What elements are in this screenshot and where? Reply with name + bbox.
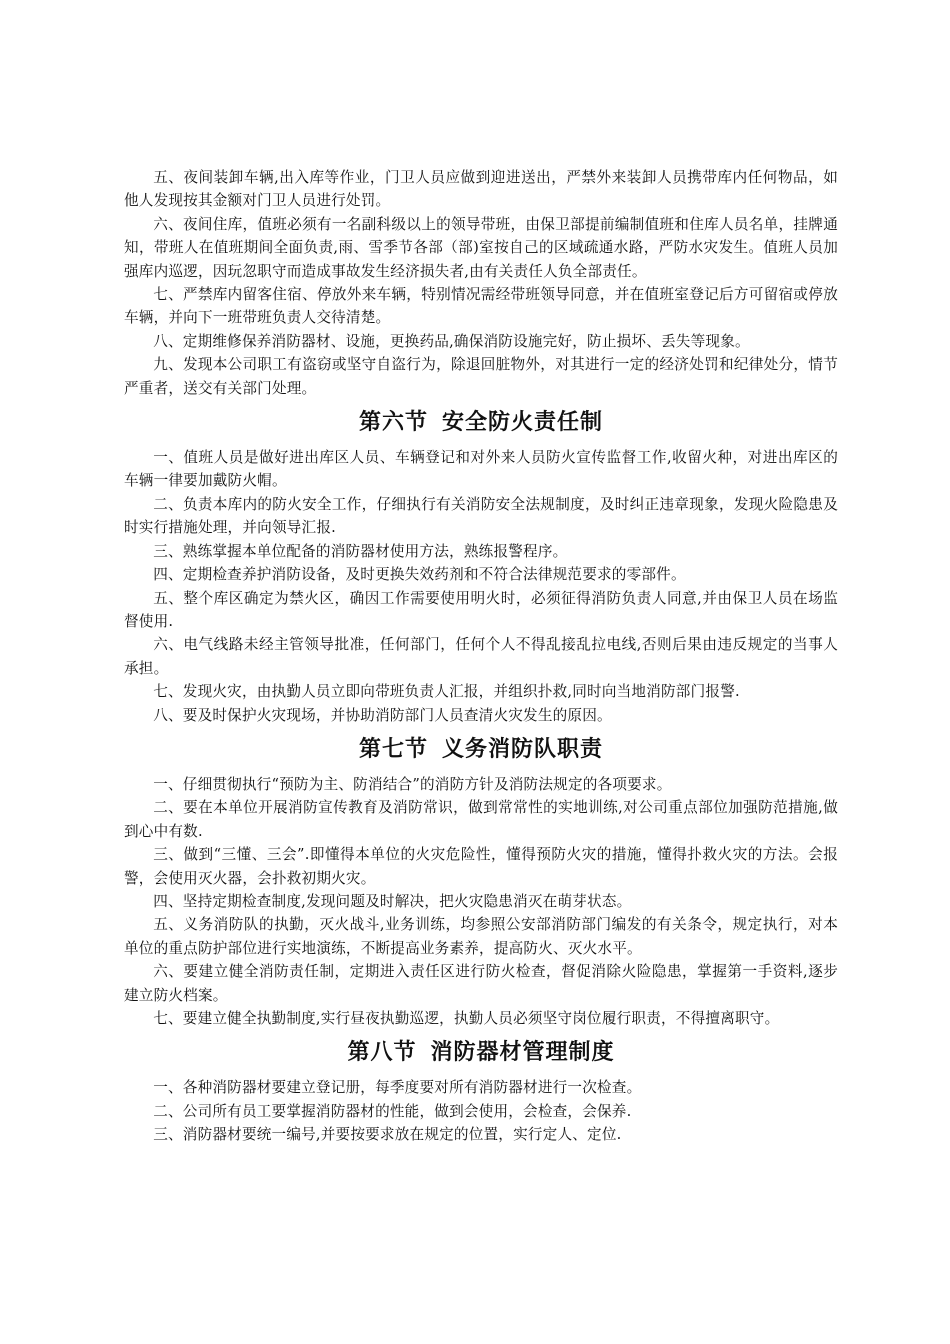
paragraph: 五、义务消防队的执勤，灭火战斗,业务训练，均参照公安部消防部门编发的有关条令，规定执行，对本单位的重点防护部位进行实地演练，不断提高业务素养，提高防火、灭火水平。	[124, 916, 838, 957]
paragraph: 八、要及时保护火灾现场，并协助消防部门人员查清火灾发生的原因。	[153, 706, 612, 724]
paragraph: 三、熟练掌握本单位配备的消防器材使用方法，熟练报警程序。	[153, 542, 568, 560]
section-heading	[124, 400, 838, 446]
paragraph: 七、发现火灾，由执勤人员立即向带班负责人汇报，并组织扑救,同时向当地消防部门报警.	[153, 683, 740, 701]
paragraph: 四、坚持定期检查制度,发现问题及时解决，把火灾隐患消灭在萌芽状态。	[153, 892, 632, 910]
paragraph: 五、整个库区确定为禁火区，确因工作需要使用明火时，必须征得消防负责人同意,并由保卫人员在场监督使用.	[124, 589, 838, 630]
paragraph: 六、夜间住库，值班必须有一名副科级以上的领导带班，由保卫部提前编制值班和住库人员名单，挂牌通知，带班人在值班期间全面负责,雨、雪季节各部（部)室按自己的区域疏通水路，严防水灾发生。值班人员加强库内巡逻，因玩忽职守而造成事故发生经济损失者,由有关责任人负全部责任。	[124, 215, 838, 280]
section-7	[124, 727, 838, 1030]
paragraph: 六、电气线路未经主管领导批准，任何部门，任何个人不得乱接乱拉电线,否则后果由违反规定的当事人承担。	[124, 636, 838, 677]
section-number: 第七节	[358, 736, 428, 762]
section-number: 第八节	[347, 1040, 417, 1066]
paragraph: 八、定期维修保养消防器材、设施，更换药品,确保消防设施完好，防止损坏、丢失等现象。	[153, 332, 750, 350]
section-title: 安全防火责任制	[442, 410, 604, 436]
paragraph: 三、消防器材要统一编号,并要按要求放在规定的位置，实行定人、定位.	[153, 1126, 622, 1144]
paragraph: 七、严禁库内留客住宿、停放外来车辆，特别情况需经带班领导同意，并在值班室登记后方可留宿或停放车辆，并向下一班带班负责人交待清楚。	[124, 286, 838, 327]
section-title: 消防器材管理制度	[430, 1040, 615, 1066]
paragraph: 二、负责本库内的防火安全工作，仔细执行有关消防安全法规制度，及时纠正违章现象，发现火险隐患及时实行措施处理，并向领导汇报.	[124, 495, 838, 537]
paragraph: 四、定期检查养护消防设备，及时更换失效药剂和不符合法律规范要求的零部件。	[153, 566, 686, 584]
paragraph: 一、各种消防器材要建立登记册，每季度要对所有消防器材进行一次检查。	[153, 1079, 642, 1097]
intro-section	[124, 166, 838, 400]
paragraph: 七、要建立健全执勤制度,实行昼夜执勤巡逻，执勤人员必须坚守岗位履行职责，不得擅离职守。	[153, 1010, 780, 1027]
paragraph: 六、要建立健全消防责任制，定期进入责任区进行防火检查，督促消除火险隐患，掌握第一手资料,逐步建立防火档案。	[124, 963, 838, 1004]
paragraph: 一、仔细贯彻执行“预防为主、防消结合”的消防方针及消防法规定的各项要求。	[153, 775, 672, 793]
paragraph: 二、公司所有员工要掌握消防器材的性能，做到会使用，会检查，会保养.	[153, 1102, 632, 1120]
paragraph: 三、做到“三懂、三会”.即懂得本单位的火灾危险性，懂得预防火灾的措施，懂得扑救火灾的方法。会报警，会使用灭火器，会扑救初期火灾。	[124, 846, 838, 887]
section-6	[124, 400, 838, 727]
section-heading	[124, 727, 838, 773]
section-title: 义务消防队职责	[442, 736, 604, 762]
section-heading	[124, 1030, 838, 1076]
section-8	[124, 1030, 838, 1146]
paragraph: 一、值班人员是做好进出库区人员、车辆登记和对外来人员防火宣传监督工作,收留火种，对进出库区的车辆一律要加戴防火帽。	[124, 449, 838, 490]
paragraph: 二、要在本单位开展消防宣传教育及消防常识，做到常常性的实地训练,对公司重点部位加强防范措施,做到心中有数.	[124, 799, 838, 840]
paragraph: 五、夜间装卸车辆,出入库等作业，门卫人员应做到迎进送出，严禁外来装卸人员携带库内任何物品，如他人发现按其金额对门卫人员进行处罚。	[124, 169, 838, 210]
document-page	[124, 166, 838, 1147]
paragraph: 九、发现本公司职工有盗窃或坚守自盗行为，除退回脏物外，对其进行一定的经济处罚和纪律处分，情节严重者，送交有关部门处理。	[124, 356, 838, 397]
section-number: 第六节	[358, 410, 428, 436]
